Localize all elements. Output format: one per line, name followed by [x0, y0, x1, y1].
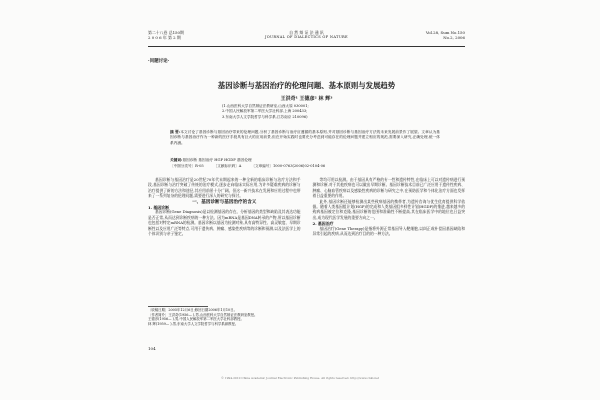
affiliation-line: 2.中国人民解放军第二军医大学社科部,上海 200433; [222, 109, 308, 114]
column-name: ·问题讨论· [148, 59, 170, 64]
issue-info-en: No.2, 2006 [443, 35, 465, 40]
header-left [148, 30, 198, 40]
keywords [170, 158, 440, 163]
footnote: 林 辉(1959— ),男,东南大学人文学院哲学与科学系副教授。 [148, 321, 239, 326]
affiliations [222, 104, 382, 120]
keywords-label: 关键词: [170, 158, 183, 162]
left-column [148, 178, 301, 237]
footnote: 〔收稿日期〕2005年12月6日;修回日期2006年1月10日。 [148, 308, 237, 312]
footnote: 〔作者简介〕王洪奇(1956— ),男,山西医科大学自然辩证法教研室教授。 [148, 312, 258, 317]
document-code: 〔文献标识码〕A [213, 164, 242, 168]
issue-info: 2 0 0 6 年 第 2 期 [148, 35, 181, 40]
body-columns [148, 178, 465, 237]
abstract [170, 130, 440, 146]
authors: 王洪奇¹ 王德彦² 林 辉³ [280, 96, 333, 102]
body-paragraph: 此外,基因诊断还能够检测出某些致病基因的携带者,为遗传咨询与优生优育提供科学依据。随着人类基因组计划(HGP)的完成和人类基因组多样性计划(HGDP)的推进,越来越多的致病基因被定位和克隆,基因诊断的范围和准确性不断提高,其在临床医学中的地位也日益突出,成为现代医学发展的重要方向之一。 [312, 199, 465, 220]
article-title: 基因诊断与基因治疗的伦理问题、基本原则与发展趋势 [217, 81, 396, 90]
subsection-heading: 2. 基因治疗 [312, 221, 334, 227]
header-right [415, 30, 465, 40]
body-paragraph: 等均可用以检测。由于基因具有严格的专一性和遗传特性,在临床上可以对遗传病进行预测和诊断,对于其他疾病也可以做出早期诊断。基因诊断技术目前已广泛应用于遗传性疾病、肿瘤、心脑血管疾病以及感染性疾病的诊断与研究之中,在预防医学和个体化治疗方面也发挥着日益重要的作用。 [312, 178, 465, 199]
article-number: 〔文章编号〕1000-0763(2006)02-0104-06 [251, 164, 326, 168]
volume-info: 第二十八卷 总150期 [148, 30, 184, 35]
footnote: 王德彦(1956— ),男,中国人民解放军第二军医大学社科部教授。 [148, 317, 244, 322]
subsection-heading: 1. 基因诊断 [148, 205, 169, 211]
header-center [198, 30, 415, 40]
clc-number: 〔中图分类号〕R-05 [170, 164, 204, 168]
header-rule [148, 46, 465, 47]
journal-name-cn: 自 然 辩 证 法 通 讯 [289, 30, 324, 35]
affiliation-line: 3.东南大学人文学院哲学与科学系,江苏南京 210096) [222, 114, 308, 119]
volume-info-en: Vol.28, Sum No.150 [425, 30, 465, 35]
body-paragraph: 基因诊断(Gene Diagnosis)是以检测基因的存在、分析基因的类型和缺陷及其表达功能是否正常,从而达到诊断疾病的一种方法。因为mRNA是基因DNA转录的产物,所以基因诊断也包括对特定mRNA的检测。基因诊断以基因为检测对象,具有高特异性、高灵敏度、早期诊断性以及应用广泛等特点,可用于遗传病、肿瘤、感染性疾病等的诊断和预测,以及法医学上的个体识别与亲子鉴定。 [148, 210, 301, 237]
body-paragraph: 基因治疗(Gene Therapy)是指将外源正常基因导入靶细胞,以纠正或补偿因基因缺陷和异常引起的疾病,从而达到治疗目的的一种方法。 [312, 226, 465, 237]
affiliation-line: (1.山西医科大学自然辩证法教研室,山西太原 030001; [222, 104, 309, 108]
footnote-rule [148, 306, 208, 307]
abstract-label: 摘 要: [170, 130, 181, 134]
copyright-footer: © 1994-2010 China Academic Journal Electronic Publishing House. All rights reserved. http://www.cnki.net [220, 376, 380, 380]
classification-line [170, 164, 440, 169]
journal-header [148, 30, 465, 45]
right-column [313, 178, 466, 237]
page-number: 104 [148, 346, 156, 351]
keywords-text: 基因诊断 基因治疗 HGP HGDP 基因伦理 [182, 158, 252, 162]
journal-name-en: JOURNAL OF DIALECTICS OF NATURE [265, 35, 348, 39]
intro-paragraph: 基因诊断与基因治疗是20世纪70年代末期起来的一种全新的临床诊断与治疗方法和手段,基因诊断与治疗突破了传统的治疗模式,逐步走向临床实际应用,为许多疑难疾病的诊断与治疗提供了新的方法和途径,其应用前景十分广阔。但这一新兴技术在发展和应用过程中也带来了一系列复杂的伦理问题,需要进行深入的研究与探讨。 [148, 178, 301, 199]
abstract-text: 本文讨论了基因诊断与基因治疗带来的伦理问题,分析了基因诊断与治疗应遵循的基本原则,并对基因诊断与基因治疗方法的未来发展前景作了展望。文章认为基因诊断与基因治疗作为一种新的医疗手段具有巨大的应用前景,但在开始实践时也要充分考虑到可能存在的伦理问题并建立相应的规范,需要深入研究,正确处理,统一体系内涵。 [170, 130, 440, 145]
footnotes [148, 308, 308, 326]
section-heading: 一、基因诊断与基因治疗的含义 [192, 199, 257, 205]
